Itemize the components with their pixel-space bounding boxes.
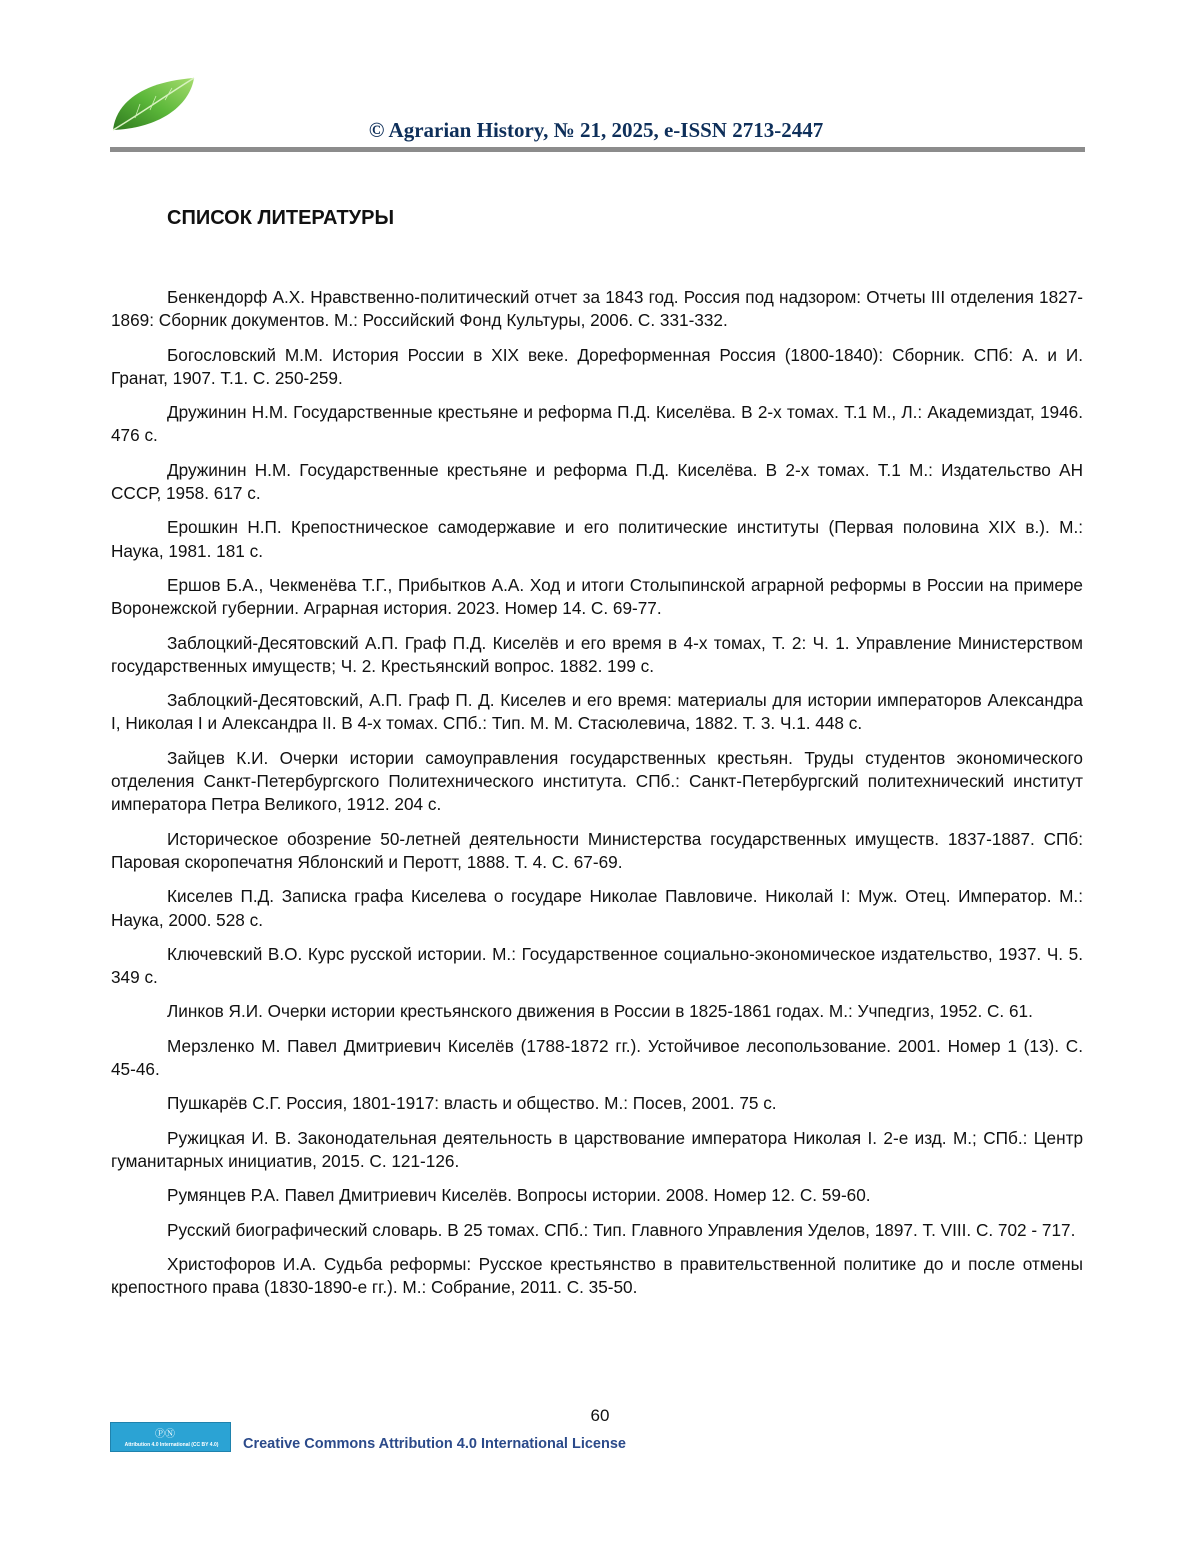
reference-item: Дружинин Н.М. Государственные крестьяне и реформа П.Д. Киселёва. В 2-х томах. Т.1 М., Л.: Академиздат, 1946. 476 с. [111, 402, 1083, 446]
reference-item: Заблоцкий-Десятовский, А.П. Граф П. Д. Киселев и его время: материалы для истории императоров Александра I, Николая I и Александра II. В 4-х томах. СПб.: Тип. М. М. Стасюлевича, 1882. Т. 3. Ч.1. 448 с. [111, 690, 1083, 734]
reference-item: Киселев П.Д. Записка графа Киселева о государе Николае Павловиче. Николай I: Муж. Отец. Император. М.: Наука, 2000. 528 с. [111, 886, 1083, 930]
reference-item: Ершов Б.А., Чекменёва Т.Г., Прибытков А.А. Ход и итоги Столыпинской аграрной реформы в России на примере Воронежской губернии. Аграрная история. 2023. Номер 14. С. 69-77. [111, 574, 1083, 619]
reference-item: Зайцев К.И. Очерки истории самоуправления государственных крестьян. Труды студентов экономического отделения Санкт-Петербургского Политехнического института. СПб.: Санкт-Петербургский политехнический институт императора Петра Великого, 1912. 204 с. [111, 747, 1083, 815]
reference-item: Ключевский В.О. Курс русской истории. М.: Государственное социально-экономическое издательство, 1937. Ч. 5. 349 с. [111, 943, 1083, 988]
reference-item: Заблоцкий-Десятовский А.П. Граф П.Д. Киселёв и его время в 4-х томах, Т. 2: Ч. 1. Управление Министерством государственных имуществ; Ч. 2. Крестьянский вопрос. 1882. 199 с. [111, 632, 1083, 676]
reference-item: Румянцев Р.А. Павел Дмитриевич Киселёв. Вопросы истории. 2008. Номер 12. С. 59-60. [167, 1185, 871, 1206]
reference-item: Линков Я.И. Очерки истории крестьянского движения в России в 1825-1861 годах. М.: Учпедгиз, 1952. С. 61. [167, 1001, 1033, 1022]
reference-item: Русский биографический словарь. В 25 томах. СПб.: Тип. Главного Управления Уделов, 1897. Т. VIII. С. 702 - 717. [167, 1219, 1076, 1240]
reference-item: Богословский М.М. История России в XIX веке. Дореформенная Россия (1800-1840): Сборник. СПб: А. и И. Гранат, 1907. Т.1. С. 250-259. [111, 344, 1083, 388]
section-title: СПИСОК ЛИТЕРАТУРЫ [167, 207, 395, 229]
page-number: 60 [590, 1406, 610, 1425]
cc-badge-label: Attribution 4.0 International (CC BY 4.0) [124, 1442, 219, 1448]
license-link[interactable]: Creative Commons Attribution 4.0 International License [243, 1436, 626, 1452]
reference-item: Дружинин Н.М. Государственные крестьяне и реформа П.Д. Киселёва. В 2-х томах. Т.1 М.: Издательство АН СССР, 1958. 617 с. [111, 459, 1083, 504]
reference-item: Историческое обозрение 50-летней деятельности Министерства государственных имуществ. 1837-1887. СПб: Паровая скоропечатня Яблонский и Перотт, 1888. Т. 4. С. 67-69. [111, 828, 1083, 872]
journal-header: © Agrarian History, № 21, 2025, e-ISSN 2713-2447 [368, 118, 824, 142]
reference-item: Ерошкин Н.П. Крепостническое самодержавие и его политические институты (Первая половина XIX в.). М.: Наука, 1981. 181 с. [111, 517, 1083, 561]
cc-license-badge[interactable] [110, 1422, 231, 1452]
reference-item: Бенкендорф А.Х. Нравственно-политический отчет за 1843 год. Россия под надзором: Отчеты III отделения 1827-1869: Сборник документов. М.: Российский Фонд Культуры, 2006. С. 331-332. [111, 287, 1083, 331]
reference-item: Христофоров И.А. Судьба реформы: Русское крестьянство в правительственной политике до и после отмены крепостного права (1830-1890-е гг.). М.: Собрание, 2011. С. 35-50. [111, 1253, 1083, 1298]
reference-item: Ружицкая И. В. Законодательная деятельность в царствование императора Николая I. 2-е изд. М.; СПб.: Центр гуманитарных инициатив, 2015. С. 121-126. [111, 1127, 1083, 1171]
cc-icon: ⓅⓃ [155, 1429, 175, 1440]
reference-item: Мерзленко М. Павел Дмитриевич Киселёв (1788-1872 гг.). Устойчивое лесопользование. 2001. Номер 1 (13). С. 45-46. [111, 1035, 1083, 1080]
header-divider [110, 147, 1085, 152]
reference-list [111, 286, 1083, 1310]
reference-item: Пушкарёв С.Г. Россия, 1801-1917: власть и общество. М.: Посев, 2001. 75 с. [167, 1093, 777, 1114]
